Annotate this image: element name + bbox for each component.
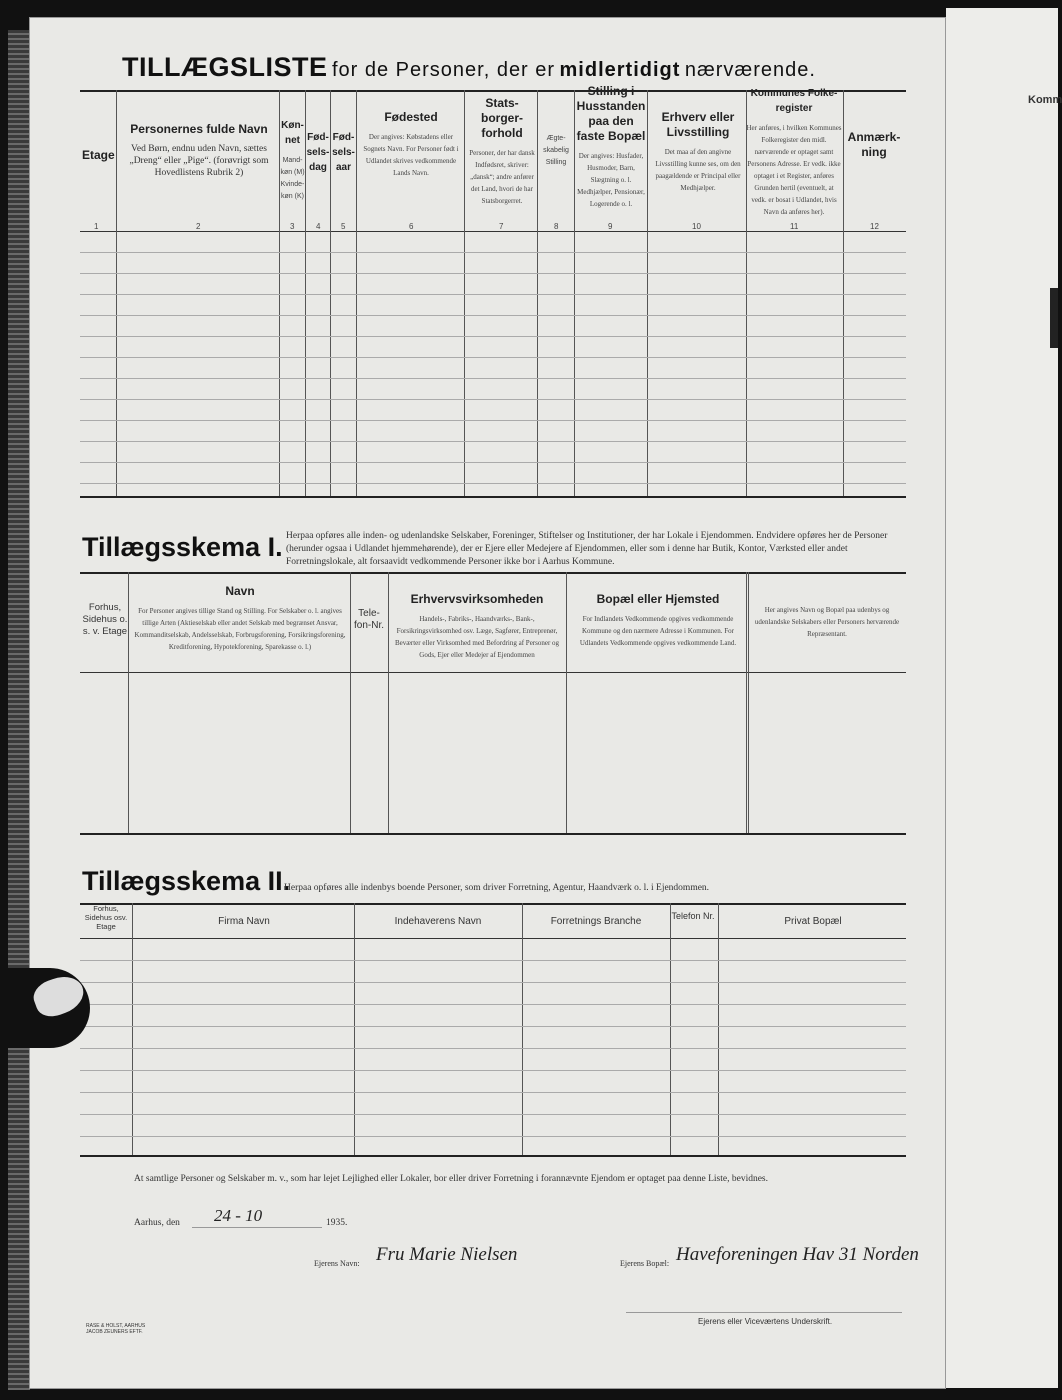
skema1-navn-header: Navn For Personer angives tillige Stand og Stilling. For Selskaber o. l. angives tillige Arten (Aktieselskab eller andet Selskab med begrænset Ansvar, Kommanditselskab, Andelsselskab, Forbrugsforening, Forsikringsforening, Kreditforening, Hypotekforening, Sparekasse o. l.) <box>134 584 346 651</box>
right-page-mark <box>1050 288 1058 348</box>
col-foedselsdag-header: Fød-sels-dag <box>306 132 330 173</box>
skema2-column-divider <box>670 903 671 1155</box>
col-erhverv-header: Erhverv eller Livsstilling Det maa af den angivne Livsstilling kunne ses, om den paagældende er Principal eller Medhjælper. <box>655 110 741 192</box>
title-end: nærværende. <box>684 59 816 81</box>
skema1-repraesentant-header: Her angives Navn og Bopæl paa udenbys og udenlandske Selskabers eller Personers herværende Repræsentant. <box>754 606 900 638</box>
skema2-column-divider <box>522 903 523 1155</box>
form-page <box>30 18 945 1388</box>
table1-column-divider <box>464 90 465 496</box>
table1-row-line <box>80 357 906 358</box>
col-num: 6 <box>409 222 414 231</box>
skema2-note: Herpaa opføres alle indenbys boende Personer, som driver Forretning, Agentur, Haandværk o. l. i Ejendommen. <box>284 883 710 893</box>
table1-row-line <box>80 336 906 337</box>
skema1-column-divider <box>388 572 389 833</box>
skema2-row-line <box>80 1004 906 1005</box>
col-num: 12 <box>870 222 879 231</box>
skema2-row-line <box>80 1114 906 1115</box>
col-stilling-header: Stilling i Husstanden paa den faste Bopæl Der angives: Husfader, Husmoder, Barn, Slægtning o. l. Medhjælper, Pensionær, Logerende o. l. <box>576 84 646 208</box>
col-num: 1 <box>94 222 99 231</box>
skema1-column-divider <box>566 572 567 833</box>
title-mid: midlertidigt <box>559 59 681 81</box>
book-spine <box>8 30 30 1390</box>
footer-city: Aarhus, den <box>134 1218 180 1228</box>
skema1-top-border <box>80 572 906 574</box>
table1-column-divider <box>647 90 648 496</box>
printer-mark: RASE & HOLST, AARHUS JACOB ZEUNERS EFTF. <box>86 1323 146 1335</box>
footer-date-hand: 24 - 10 <box>214 1206 263 1225</box>
skema2-bottom-border <box>80 1155 906 1157</box>
skema2-row-line <box>80 1136 906 1137</box>
col-num: 7 <box>499 222 504 231</box>
skema2-column-divider <box>132 903 133 1155</box>
skema1-column-divider <box>748 572 749 833</box>
table1-bottom-border <box>80 496 906 498</box>
skema2-row-line <box>80 1026 906 1027</box>
col-navn-header: Personernes fulde Navn Ved Børn, endnu uden Navn, sættes „Dreng“ eller „Pige“. (forøvrigt som Hovedlistens Rubrik 2) <box>129 122 269 178</box>
skema2-column-divider <box>354 903 355 1155</box>
address-label: Ejerens Bopæl: <box>620 1259 670 1268</box>
skema1-etage-header: Forhus, Sidehus o. s. v. Etage <box>82 602 128 637</box>
col-aegteskab-header: Ægte-skabelig Stilling <box>543 135 569 166</box>
skema2-row-line <box>80 1092 906 1093</box>
col-num: 11 <box>790 222 799 231</box>
skema1-note: Herpaa opføres alle inden- og udenlandske Selskaber, Foreninger, Stiftelser og Institutioner, der har Lokale i Ejendommen. Endvidere opføres her de Personer (herunder ogsaa i Udlandet hjemmehørende), der er Ejere eller Medejere af Ejendommen, eller som i denne har Butik, Kontor, Værksted eller andet Forretningslokale, alt forsaavidt vedkommende Personer ikke bor i Aarhus Kommune. <box>286 531 888 567</box>
right-page <box>946 8 1062 1388</box>
skema2-telefon-header: Telefon Nr. <box>671 911 715 921</box>
footer-statement: At samtlige Personer og Selskaber m. v., som har lejet Lejlighed eller Lokaler, bor eller driver Forretning i forannævnte Ejendom er optaget paa denne Liste, bevidnes. <box>134 1174 768 1184</box>
title-rest: for de Personer, der er <box>331 59 556 81</box>
table1-row-line <box>80 441 906 442</box>
col-num: 3 <box>290 222 295 231</box>
skema2-bopael-header: Privat Bopæl <box>784 916 842 927</box>
skema2-row-line <box>80 1048 906 1049</box>
page-title <box>122 52 816 83</box>
skema1-title: Tillægsskema I. <box>82 532 283 562</box>
table1-row-line <box>80 315 906 316</box>
col-anmaerkning-header: Anmærk-ning <box>847 130 901 159</box>
col-foedested-header: Fødested Der angives: Købstadens eller Sognets Navn. For Personer født i Udlandet skrives vedkommende Lands Navn. <box>363 110 459 177</box>
owner-address-hand: Haveforeningen Hav 31 Norden <box>676 1244 919 1265</box>
col-num: 9 <box>608 222 613 231</box>
skema2-row-line <box>80 960 906 961</box>
col-foedselsaar-header: Fød-sels-aar <box>332 132 355 173</box>
table1-header-border <box>80 231 906 232</box>
skema1-column-divider <box>128 572 129 833</box>
skema2-row-line <box>80 982 906 983</box>
owner-name-hand: Fru Marie Nielsen <box>376 1244 518 1265</box>
table1-row-line <box>80 483 906 484</box>
table1-row-line <box>80 294 906 295</box>
date-line <box>192 1227 322 1228</box>
col-etage-header: Etage <box>82 148 115 162</box>
footer-year: 1935. <box>326 1218 348 1228</box>
col-num: 4 <box>316 222 321 231</box>
skema2-row-line <box>80 1070 906 1071</box>
skema1-bopael-header: Bopæl eller Hjemsted For Indlandets Vedkommende opgives vedkommende Kommune og den nærmere Adresse i Kommunen. For Udlandets Vedkommende opgives vedkommende Land. <box>579 592 737 647</box>
col-folkeregister-header: Kommunes Folke-register Her anføres, i hvilken Kommunes Folkeregister den midl. nærværende er optaget samt Personens Adresse. Er vedk. ikke optaget i et Register, anføres Grunden hertil (eventuelt, at vedk. er bosat i Udlandet, hvis Navn da anføres her). <box>746 88 842 216</box>
skema1-column-divider <box>350 572 351 833</box>
table1-row-line <box>80 252 906 253</box>
skema2-header-border <box>80 938 906 939</box>
col-koen-header: Køn-net Mand-køn (M) Kvinde-køn (K) <box>280 120 305 200</box>
table1-row-line <box>80 378 906 379</box>
owner-label: Ejerens Navn: <box>314 1259 360 1268</box>
skema1-column-divider <box>746 572 747 833</box>
table1-column-divider <box>116 90 117 496</box>
col-statsborger-header: Stats-borger-forhold Personer, der har dansk Indfødsret, skriver: „dansk“; andre anfører det Land, hvori de har Statsborgerret. <box>469 96 535 205</box>
title-bold: TILLÆGSLISTE <box>122 52 328 82</box>
table1-row-line <box>80 462 906 463</box>
col-num: 10 <box>692 222 701 231</box>
skema2-branche-header: Forretnings Branche <box>550 916 642 927</box>
skema2-title: Tillægsskema II. <box>82 866 291 896</box>
table1-row-line <box>80 420 906 421</box>
skema2-top-border <box>80 903 906 905</box>
signature-label: Ejerens eller Viceværtens Underskrift. <box>698 1317 833 1326</box>
skema2-etage-header: Forhus, Sidehus osv. Etage <box>84 904 128 931</box>
col-num: 8 <box>554 222 559 231</box>
signature-line <box>626 1312 902 1313</box>
skema1-erhverv-header: Erhvervsvirksomheden Handels-, Fabriks-, Haandværks-, Bank-, Forsikringsvirksomhed osv. Læge, Sagfører, Entreprenør, Beværter eller Virksomhed med Befordring af Personer og Gods, Ejer eller Medejer af Ejendommen <box>394 592 560 659</box>
table1-row-line <box>80 273 906 274</box>
skema1-bottom-border <box>80 833 906 835</box>
col-num: 2 <box>196 222 201 231</box>
table1-column-divider <box>356 90 357 496</box>
skema2-column-divider <box>718 903 719 1155</box>
table1-row-line <box>80 399 906 400</box>
col-num: 5 <box>341 222 346 231</box>
skema2-firma-header: Firma Navn <box>218 916 270 927</box>
skema2-indehaver-header: Indehaverens Navn <box>394 916 482 927</box>
skema1-telefon-header: Tele-fon-Nr. <box>353 608 384 631</box>
right-page-text: Komm <box>1028 94 1062 106</box>
skema1-header-border <box>80 672 906 673</box>
